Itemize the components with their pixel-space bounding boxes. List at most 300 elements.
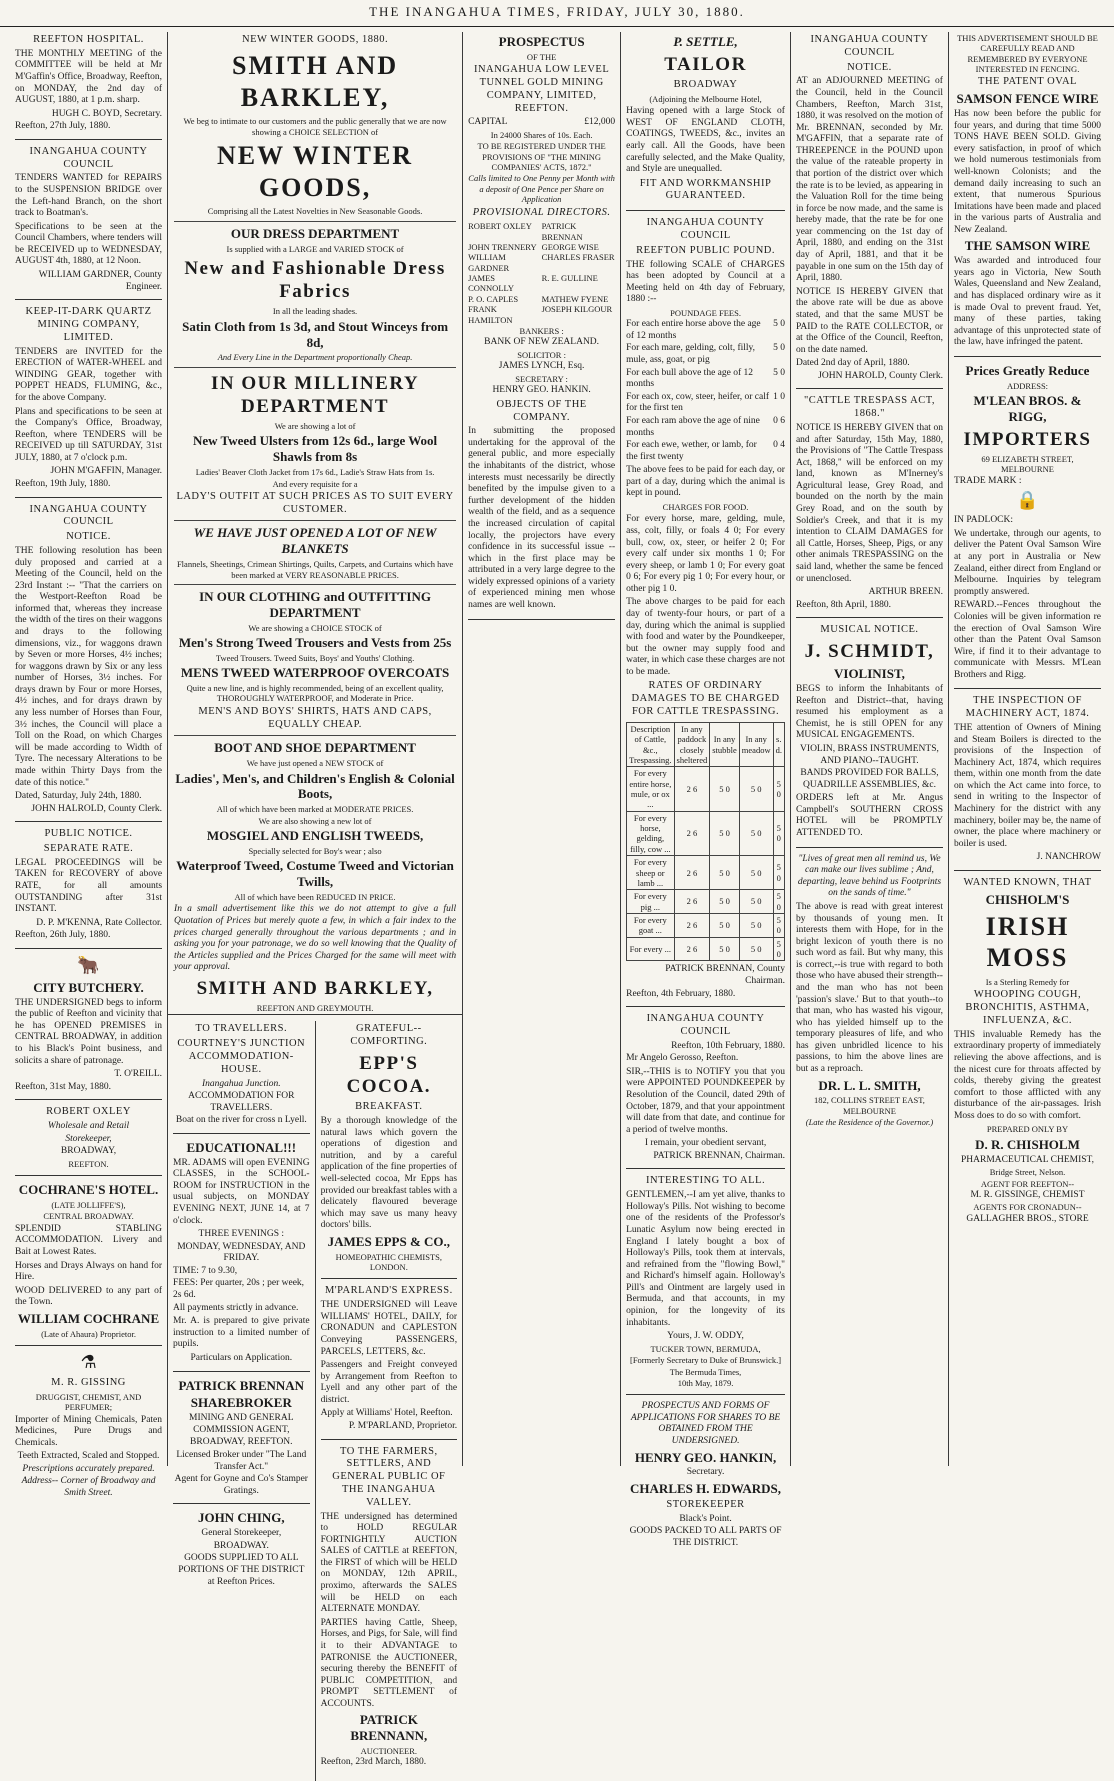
column-2 <box>168 1021 316 1781</box>
ad-council-rate <box>796 34 943 389</box>
ad-body: Mr. A. is prepared to give private instruction to a limited number of pupils. <box>173 1316 310 1350</box>
ad-address: (Late the Residence of the Governor.) <box>805 1117 934 1128</box>
ad-body: We undertake, through our agents, to deliver the Patent Oval Samson Wire at any port in Australia or New Zealand, either direct from England or Melbourne. Inquiries by telegram promptly answered. <box>953 528 1102 597</box>
table-cell: 2 6 <box>674 890 710 914</box>
ad-title: TO THE FARMERS, SETTLERS, AND GENERAL PUBLIC OF THE INANGAHUA VALLEY. <box>332 1445 446 1508</box>
calls: Calls limited to One Penny per Month with a deposit of One Pence per Share on Application <box>468 173 615 205</box>
fee-price: 0 6 <box>773 415 785 426</box>
ad-farmers <box>321 1446 458 1775</box>
ad-body: WOOD DELIVERED to any part of the Town. <box>15 1285 163 1308</box>
capital-label: CAPITAL <box>468 117 508 128</box>
fees-title: POUNDAGE FEES. <box>670 307 741 318</box>
ad-close: I remain, your obedient servant, <box>644 1138 767 1149</box>
ad-body: Plans and specifications to be seen at the Company's Office, Broadway, Reefton, where TENDERS will be RECEIVED up till SATURDAY, 31st JULY, 1880, at 7 o'clock p.m. <box>15 406 163 463</box>
ad-address-title: ADDRESS: <box>1006 380 1049 391</box>
ad-name: CHISHOLM'S <box>985 891 1070 907</box>
ad-title: GRATEFUL--COMFORTING. <box>350 1023 428 1048</box>
director-name: JOHN TRENNERY <box>468 242 537 253</box>
ad-subtitle: BREAKFAST. <box>355 1101 423 1113</box>
table-cell: 5 0 <box>739 890 773 914</box>
ad-smith-barkley <box>168 32 462 1015</box>
ad-settle-tailor <box>626 34 785 211</box>
ad-subtitle: General Storekeeper, <box>201 1528 282 1539</box>
ad-trade: TAILOR <box>664 53 747 75</box>
ad-body: THE MONTHLY MEETING of the COMMITTEE will be held at Mr M'Gaffin's Office, Broadway, Reefton, on MONDAY, the 2nd day of AUGUST, 1880, at 1 p.m. sharp. <box>15 48 163 106</box>
table-cell: 5 0 <box>773 856 784 890</box>
ad-title: PROSPECTUS <box>498 34 585 49</box>
fee-item: For each entire horse above the age of 12 months <box>626 319 761 341</box>
ad-body: TENDERS WANTED for REPAIRS to the SUSPENSION BRIDGE over the Left-hand Branch, on the short track to Boatman's. <box>15 173 163 219</box>
ad-subtitle: COURTNEY'S JUNCTION ACCOMMODATION-HOUSE. <box>177 1038 306 1075</box>
table-cell: For every ... <box>627 937 674 961</box>
divider <box>174 735 456 736</box>
ad-prospectus-forms <box>626 1401 785 1555</box>
ad-patent: THE PATENT OVAL <box>978 76 1077 88</box>
ad-subtitle: DRUGGIST, CHEMIST, AND PERFUMER; <box>35 1391 142 1413</box>
table-cell: 5 0 <box>710 913 740 937</box>
ad-wanted: WANTED KNOWN, THAT <box>963 876 1092 888</box>
solicitor: JAMES LYNCH, Esq. <box>498 361 585 372</box>
ad-signature: HOMEOPATHIC CHEMISTS, LONDON. <box>335 1251 443 1273</box>
ad-signature: JAMES EPPS & CO., <box>327 1233 451 1249</box>
ad-line: MONDAY, WEDNESDAY, AND FRIDAY. <box>177 1241 306 1264</box>
ad-line: GOODS SUPPLIED TO ALL PORTIONS OF THE DISTRICT <box>178 1553 305 1575</box>
ad-name: EPP'S COCOA. <box>346 1052 432 1098</box>
ad-signature: WILLIAM GARDNER, County Engineer. <box>38 270 163 292</box>
table-cell: For every horse, gelding, filly, cow ... <box>627 811 674 855</box>
rates-title: RATES OF ORDINARY DAMAGES TO BE CHARGED FOR CATTLE TRESPASSING. <box>631 680 780 718</box>
ad-subtitle: NOTICE. <box>66 531 111 543</box>
ad-signature: PATRICK BRENNAN, Chairman. <box>653 1150 785 1161</box>
ad-line: BROADWAY. <box>213 1540 269 1551</box>
ad-body: GENTLEMEN,--I am yet alive, thanks to Holloway's Pills. Not wishing to become one of the residents of the Professor's Lunatic Asylum now being erected in England I lately bought a box of Holloway's Pills, took them at intervals, and refrained from the "flowing Bowl," and Richard's himself again. Holloway's Pill's and Ointment are largely used in Bermuda, and that accounts, in my opinion, for the longevity of its inhabitants. <box>626 1190 785 1328</box>
fee-item: For each ox, cow, steer, heifer, or calf for the first ten <box>626 391 770 414</box>
secretary-title: SECRETARY : <box>515 373 568 384</box>
column-2-3 <box>168 32 463 1768</box>
ad-subtitle: NOTICE. <box>847 61 892 73</box>
table-cell: 2 6 <box>674 913 710 937</box>
ad-hospital <box>15 34 162 140</box>
table-header-row <box>627 722 785 766</box>
ad-line: Tweed Trousers. Tweed Suits, Boys' and Youths' Clothing. <box>215 652 415 663</box>
table-cell: 5 0 <box>710 890 740 914</box>
table-cell: 5 0 <box>773 767 784 811</box>
fee-price: 1 0 <box>773 391 785 402</box>
ad-cattle-trespass <box>796 395 943 618</box>
ad-signature: JOHN M'GAFFIN, Manager. <box>50 466 163 477</box>
table-header-cell: Description of Cattle, &c., Trespassing. <box>627 722 674 766</box>
ad-title: Prices Greatly Reduce <box>965 362 1090 378</box>
table-row <box>627 937 785 961</box>
ad-body: THE UNDERSIGNED begs to inform the public of Reefton and vicinity that he has OPENED PREMISES in CENTRAL BROADWAY, in addition to his Black's Point business, and solicits a share of patronage. <box>15 997 163 1066</box>
ad-section-sub: Flannels, Sheetings, Crimean Shirtings, Quilts, Carpets, and Curtains which have been marked at VERY REASONABLE PRICES. <box>176 559 454 580</box>
ad-prospectus <box>468 34 615 620</box>
shares: In 24000 Shares of 10s. Each. <box>490 129 593 140</box>
ad-line: FIT AND WORKMANSHIP GUARANTEED. <box>639 177 772 202</box>
ad-name: CHARLES H. EDWARDS, <box>630 1480 782 1496</box>
ad-signature: JOHN HALROLD, County Clerk. <box>31 803 163 814</box>
table-cell: 5 0 <box>773 937 784 961</box>
ad-section-banner: New and Fashionable Dress Fabrics <box>184 257 446 303</box>
ad-role: IMPORTERS <box>963 428 1092 450</box>
ad-place: BROADWAY <box>673 79 738 91</box>
table-cell: 5 0 <box>739 856 773 890</box>
ad-section-sub: We are showing a lot of <box>274 421 356 432</box>
ad-ailments: WHOOPING COUGH, BRONCHITIS, ASTHMA, INFLUENZA, &C. <box>965 989 1090 1026</box>
lower-columns-2-3 <box>168 1021 462 1781</box>
director-name: R. E. GULLINE <box>541 273 598 284</box>
ad-line: Ladies', Men's, and Children's English & Colonial Boots, <box>175 770 455 802</box>
ad-body: Apply at Williams' Hotel, Reefton. <box>320 1408 453 1419</box>
fee-item: For each ram above the age of nine months <box>626 415 760 438</box>
ad-signature: TUCKER TOWN, BERMUDA, <box>650 1343 761 1354</box>
ad-council-tolls <box>15 504 162 823</box>
ad-body: REWARD.--Fences throughout the Colonies will be given information re the erection of Oval Samson Wire other than the Patent Oval Samson Wire, if find it to their advantage to communicate with Messrs. M'Lean Brothers and Rigg. <box>953 600 1102 680</box>
director-name: PATRICK BRENNAN <box>541 221 583 242</box>
column-4 <box>621 32 791 1548</box>
padlock-trademark-icon: 🔒 <box>1016 490 1039 511</box>
ad-section-sub: In all the leading shades. <box>272 306 358 317</box>
ad-body: Specifications to be seen at the Council Chambers, where tenders will be RECEIVED up to WEDNESDAY, AUGUST 4th, 1880, at 12 Noon. <box>15 221 163 267</box>
ad-line: at Reefton Prices. <box>207 1577 275 1588</box>
director-name: CHARLES FRASER <box>541 252 615 263</box>
ad-line: Storekeeper, <box>65 1133 112 1144</box>
ad-signature: REEFTON AND GREYMOUTH. <box>256 1002 374 1013</box>
ad-firm: M'LEAN BROS. & RIGG, <box>973 393 1082 425</box>
ad-closing: In a small advertisement like this we do not attempt to give a full Quotation of Prices but merely quote a few, in which a fair index to the prices charged generally throughout the various departments ; and in asking you for your patronage, we do so well knowing that the Quality of the Articles supplied and the Prices Charged for the same will meet with your approval. <box>174 904 457 973</box>
table-cell: 2 6 <box>674 811 710 855</box>
ad-line: Satin Cloth from 1s 3d, and Stout Winceys from 8d, <box>182 318 449 350</box>
table-body <box>627 767 785 961</box>
ad-date: Reefton, 8th April, 1880. <box>795 599 891 610</box>
ad-body: Importer of Mining Chemicals, Paten Medicines, Pure Drugs and Chemicals. <box>15 1414 163 1448</box>
company-name: INANGAHUA LOW LEVEL TUNNEL GOLD MINING COMPANY, LIMITED, REEFTON. <box>473 64 610 114</box>
ad-body: For every horse, mare, gelding, mule, ass, colt, filly, or foals 4 0; For every bull, cow, ox, steer, or heifer 2 0; For every calf under six months 1 0; For every sheep, or lamb 1 0; For every goat 0 6; For every pig 1 0; For every hour, or other pig 1 0. <box>626 514 785 594</box>
ad-line: Waterproof Tweed, Costume Tweed and Victorian Twills, <box>176 858 454 890</box>
ad-line: Particulars on Application. <box>190 1352 293 1363</box>
ad-name: HENRY GEO. HANKIN, <box>634 1449 777 1465</box>
bankers: BANK OF NEW ZEALAND. <box>484 337 600 348</box>
ad-line: All of which have been REDUCED IN PRICE. <box>234 891 396 902</box>
ad-date: Reefton, 26th July, 1880. <box>15 930 111 941</box>
table-row <box>627 913 785 937</box>
ad-title: "CATTLE TRESPASS ACT, 1868." <box>803 395 935 420</box>
ad-body: LEGAL PROCEEDINGS will be TAKEN for RECOVERY of above RATE, for all amounts OUTSTANDING after 31st INSTANT. <box>15 857 163 915</box>
fee-price: 0 4 <box>773 440 785 451</box>
table-cell: 2 6 <box>674 937 710 961</box>
ad-title: SAMSON FENCE WIRE <box>956 91 1099 107</box>
ad-date: Dated 2nd day of April, 1880. <box>795 358 910 369</box>
ad-signature: HUGH C. BOYD, Secretary. <box>51 108 163 119</box>
registered: TO BE REGISTERED UNDER THE PROVISIONS OF "THE MINING COMPANIES' ACTS, 1872." <box>477 141 606 173</box>
ad-verse: "Lives of great men all remind us, We can make our lives sublime ; And, departing, leave behind us Footprints on the sands of time." <box>797 853 942 899</box>
ad-name: J. SCHMIDT, <box>804 641 935 663</box>
ad-date: Reefton, 23rd March, 1880. <box>320 1757 427 1768</box>
ad-title: M. R. GISSING <box>51 1377 126 1388</box>
mortar-pestle-icon: ⚗ <box>80 1352 97 1373</box>
ad-oxley <box>15 1106 162 1176</box>
masthead-title: THE INANGAHUA TIMES, FRIDAY, JULY 30, 1880. <box>369 4 745 19</box>
ad-title: THE INSPECTION OF MACHINERY ACT, 1874. <box>965 695 1090 720</box>
ad-body: THE following SCALE of CHARGES has been adopted by Council at a Meeting held on 4th day of February, 1880 :-- <box>626 259 785 305</box>
ad-chemist-address: Bridge Street, Nelson. <box>989 1167 1066 1178</box>
ad-line: BANDS PROVIDED FOR BALLS, QUADRILLE ASSEMBLIES, &c. <box>800 768 939 790</box>
table-cell: For every goat ... <box>627 913 674 937</box>
ad-address: 182, COLLINS STREET EAST, MELBOURNE <box>814 1095 925 1116</box>
table-cell: 5 0 <box>739 937 773 961</box>
fee-row <box>626 392 785 415</box>
fee-price: 5 0 <box>773 367 785 378</box>
director-name: FRANK HAMILTON <box>468 304 513 325</box>
ad-educational <box>173 1140 310 1372</box>
ad-line: Ladies' Beaver Cloth Jacket from 17s 6d., Ladie's Straw Hats from 1s. <box>195 467 435 478</box>
ad-title: M'PARLAND'S EXPRESS. <box>324 1285 453 1297</box>
ad-line: Wholesale and Retail <box>47 1121 130 1132</box>
table-cell: 5 0 <box>773 913 784 937</box>
director-name: GEORGE WISE <box>541 242 599 253</box>
ad-line: And Every Line in the Department proportionally Cheap. <box>217 352 413 363</box>
ad-section-sub: Is supplied with a LARGE and VARIED STOCK of <box>226 243 404 254</box>
fee-price: 5 0 <box>773 343 785 354</box>
ad-body: THE attention of Owners of Mining and Steam Boilers is directed to the provisions of the Inspection of Machinery Act, 1874, which requires them, within one month from the date on which the Act came into force, to send in writing to the Inspector of Machinery for the district with any machinery, boiler may be, the name of owner, the place where machinery or boiler is used. <box>953 722 1102 849</box>
table-cell: 5 0 <box>710 811 740 855</box>
director-name: JOSEPH KILGOUR <box>541 304 613 315</box>
ad-date: Reefton, 31st May, 1880. <box>15 1081 111 1092</box>
ad-firm-name: SMITH AND BARKLEY, <box>232 50 399 112</box>
ad-signature: D. P. M'KENNA, Rate Collector. <box>36 917 163 928</box>
ad-subtitle: (Adjoining the Melbourne Hotel, <box>649 93 762 104</box>
ad-body: Having opened with a large Stock of WEST OF ENGLAND CLOTH, COATINGS, TWEEDS, &c., invites an early call. All the Goods, have been carefully selected, and the Make Quality, and Style are unequalled. <box>626 106 785 175</box>
ad-section-title: WE HAVE JUST OPENED A LOT OF NEW BLANKETS <box>193 525 437 557</box>
ad-body: Prescriptions accurately prepared. <box>22 1463 155 1474</box>
ad-line: VIOLIN, BRASS INSTRUMENTS, AND PIANO--TAUGHT. <box>800 743 939 766</box>
objects-body: In submitting the proposed undertaking for the approval of the general public, and more especially the inhabitants of the district, whose interests must necessarily be directly benefited by the impulse given to a further development of the hidden wealth of the field, and as a sequence the increased circulation of capital locally, the projectors have every confidence in its successful issue -- which in the first place may be attributed in a very large degree to the widely expressed opinions of a variety of experienced mining men whose names are well known. <box>468 426 616 610</box>
ad-quartz-company <box>15 306 162 497</box>
ad-line: Boat on the river for cross n Lyell. <box>175 1115 307 1126</box>
ad-title: INTERESTING TO ALL. <box>646 1175 766 1187</box>
ad-gissing <box>15 1352 162 1506</box>
ad-body: THE UNDERSIGNED will Leave WILLIAMS' HOTEL, DAILY, for CRONADUN and CAPLESTON Conveying PASSENGERS, PARCELS, LETTERS, &c. <box>320 1300 458 1357</box>
ad-signature: PATRICK BRENNANN, <box>350 1712 428 1744</box>
ad-agent-name: GALLAGHER BROS., STORE <box>966 1213 1089 1224</box>
ad-subtitle: Is a Sterling Remedy for <box>985 977 1070 988</box>
ad-line: TIME: 7 to 9.30, <box>173 1265 238 1276</box>
table-cell: 2 6 <box>674 767 710 811</box>
table-header-cell: In any meadow <box>739 722 773 766</box>
column-3 <box>463 32 621 1466</box>
ad-line: Men's Strong Tweed Trousers and Vests from 25s <box>178 635 452 650</box>
fees-list <box>626 319 785 463</box>
ad-agent-title: AGENTS FOR CRONADUN-- <box>973 1202 1082 1213</box>
ad-date: Reefton, 4th February, 1880. <box>626 988 736 999</box>
ad-line: ACCOMMODATION FOR TRAVELLERS. <box>188 1091 295 1113</box>
ad-title: PUBLIC NOTICE. <box>44 828 133 840</box>
ad-line: All of which have been marked at MODERATE PRICES. <box>216 804 414 815</box>
ad-body: PARTIES having Cattle, Sheep, Horses, and Pigs, for Sale, will find it to their ADVANTAGE to PATRONISE the AUCTIONEER, securing thereby the BENEFIT of PUBLIC COMPETITION, and PROMPT SETTLEMENT of ACCOUNTS. <box>320 1617 458 1709</box>
ad-line: GOODS PACKED TO ALL PARTS OF THE DISTRICT. <box>629 1526 782 1548</box>
ad-line: BROADWAY, REEFTON. <box>190 1437 293 1448</box>
ad-place: Black's Point. <box>679 1513 732 1524</box>
ad-signature: PATRICK BRENNAN, County Chairman. <box>665 964 785 986</box>
ad-title: INANGAHUA COUNTY COUNCIL <box>646 217 765 242</box>
ad-body: Was awarded and introduced four years ago in Victoria, New South Wales, Queensland and New Zealand, and has displaced ordinary wire as it is made Oval to prevent fraud. Yet, many of these parties, taking advantage of this unprotected state of the law, have infringed the patent. <box>953 256 1102 348</box>
ad-musical <box>796 624 943 847</box>
ad-body: AT an ADJOURNED MEETING of the Council, held in the Council Chambers, Reefton, March 31st, 1880, it was resolved on the motion of Mr. BRENNAN, seconded by Mr. M'GAFFIN, that a separate rate of THREEPENCE in the POUND upon the value of the rateable property in that portion of the district over which the rate is to be levied, as appearing in the Valuation Roll for the time being in force be now made, and the same is hereby made, that the rate be for one year commencing on the 1st day of April, 1880, and ending on the 31st day of April, 1881, and that it be payable in one sum on the 15th day of April, 1880. <box>795 76 943 284</box>
ad-title: INANGAHUA COUNTY COUNCIL <box>810 34 929 58</box>
fee-item: For each ewe, wether, or lamb, for the first twenty <box>626 440 757 462</box>
ad-council-bridge <box>15 146 162 300</box>
ad-date: Dated, Saturday, July 24th, 1880. <box>15 791 142 802</box>
ad-to: Mr Angelo Gerosso, Reefton. <box>626 1053 739 1064</box>
ad-cochrane-hotel <box>15 1182 162 1346</box>
padlock-label: IN PADLOCK: <box>953 515 1014 526</box>
divider <box>174 367 456 368</box>
ad-date: Reefton, 10th February, 1880. <box>671 1040 785 1051</box>
ad-title: JOHN CHING, <box>197 1510 285 1526</box>
ad-subtitle: SEPARATE RATE. <box>43 843 134 855</box>
table-cell: 5 0 <box>710 856 740 890</box>
ad-signature: [Formerly Secretary to Duke of Brunswick.] <box>630 1355 782 1366</box>
ad-date: Reefton, 19th July, 1880. <box>15 478 111 489</box>
column-6 <box>949 32 1106 1466</box>
ad-line: THREE EVENINGS : <box>198 1229 285 1240</box>
table-cell: 5 0 <box>710 937 740 961</box>
ad-banner: NEW WINTER GOODS, <box>217 140 414 202</box>
ad-travellers <box>173 1023 310 1134</box>
ad-line: Licensed Broker under "The Land Transfer Act." <box>176 1449 307 1472</box>
ad-chemist: D. R. CHISHOLM <box>975 1136 1080 1152</box>
ad-title: P. SETTLE, <box>673 34 738 49</box>
ad-title: EDUCATIONAL!!! <box>186 1139 297 1155</box>
ad-line: Inangahua Junction. <box>201 1078 281 1089</box>
director-name: WILLIAM GARDNER <box>468 252 510 273</box>
fee-row <box>626 416 785 439</box>
food-title: CHARGES FOR FOOD. <box>662 501 749 512</box>
ad-signature: DR. L. L. SMITH, <box>818 1077 921 1093</box>
ad-address: 69 ELIZABETH STREET, MELBOURNE <box>981 454 1074 475</box>
ad-line: Specially selected for Boy's wear ; also <box>248 845 382 856</box>
ad-body: By a thorough knowledge of the natural laws which govern the operations of digestion and nutrition, and by a careful application of the fine properties of well-selected cocoa, Mr Epps has provided our breakfast tables with a delicately flavoured beverage which may save us many heavy doctors' bills. <box>320 1116 458 1231</box>
director-name: P. O. CAPLES <box>468 293 519 304</box>
ad-line: We are also showing a new lot of <box>258 815 372 826</box>
capital-value: £12,000 <box>584 117 616 128</box>
table-header-cell: In any stubble <box>710 722 740 766</box>
trade-mark: TRADE MARK : <box>953 475 1022 486</box>
ad-title: REEFTON HOSPITAL. <box>33 34 144 45</box>
ad-body: THE following resolution has been duly proposed and carried at a Meeting of the Council, held on the 23rd Instant :-- "That the carriers on the Westport-Reefton Road be informed that, whereas they increase the width of the tires on their waggons and drays to the following dimensions, viz., for waggons drawn by Seven or more Horses, 4½ inches; for waggons drawn by Six or any less number of Horses, 3½ inches. For drays drawn by Four or more Horses, 4½ inches, and for drays drawn by any less number of Horses than Four, 3½ inches, the Council will place a Toll on the Road, on which Charges will be made according to Width of Tyre. The necessary Alterations to be made within Thirty Days from the date of this notice." <box>15 545 163 788</box>
ad-epps-cocoa <box>321 1023 458 1279</box>
ad-head: THIS ADVERTISEMENT SHOULD BE CAREFULLY READ AND REMEMBERED BY EVERYONE INTERESTED IN FENCING. <box>957 33 1098 75</box>
ad-title: THE SAMSON WIRE <box>964 238 1091 254</box>
ad-line: MENS TWEED WATERPROOF OVERCOATS <box>180 665 450 681</box>
table-row <box>627 856 785 890</box>
table-cell: 5 0 <box>773 811 784 855</box>
table-cell: 5 0 <box>739 811 773 855</box>
ad-section-sub: We are showing a CHOICE STOCK of <box>248 622 382 633</box>
ad-date: 10th May, 1879. <box>677 1377 734 1388</box>
table-header-cell: s. d. <box>773 722 784 766</box>
ad-signature: WILLIAM COCHRANE <box>17 1310 160 1326</box>
ad-line: And every requisite for a <box>272 478 358 489</box>
ad-section-sub: We have just opened a NEW STOCK of <box>246 758 384 769</box>
ad-lives <box>796 854 943 1134</box>
ad-signature: P. M'PARLAND, Proprietor. <box>348 1421 458 1432</box>
ad-body: NOTICE IS HEREBY GIVEN that on and after Saturday, 15th May, 1880, the Provisions of "The Cattle Trespass Act, 1868," will be enforced on my land, known as M'Inerney's Agricultural lease, Grey Road, and bounded on the north by the main Grey Road, and on the south by Soldier's Creek, and that it is my intention to CLAIM DAMAGES for all Cattle, Horses, Sheep, Pigs, or any other animals TRESPASSING on the said land, whether the same be fenced or unenclosed. <box>795 423 943 584</box>
ad-title: MUSICAL NOTICE. <box>820 624 919 636</box>
solicitor-title: SOLICITOR : <box>517 349 566 360</box>
directors-title: PROVISIONAL DIRECTORS. <box>472 206 611 218</box>
ad-title: IRISH MOSS <box>985 911 1070 973</box>
ad-line: All payments strictly in advance. <box>173 1302 299 1313</box>
ad-public-pound <box>626 217 785 1007</box>
ad-body: MR. ADAMS will open EVENING CLASSES, in the SCHOOL-ROOM for INSTRUCTION in the usual subjects, on MONDAY EVENING NEXT, JUNE 14, at 7 o'clock. <box>173 1157 310 1226</box>
ox-icon: 🐂 <box>77 954 100 975</box>
ad-line: MINING AND GENERAL COMMISSION AGENT, <box>189 1413 294 1435</box>
ad-body: ORDERS left at Mr. Angus Campbell's SOUTHERN CROSS HOTEL will be PROMPTLY ATTENDED TO. <box>795 793 943 839</box>
ad-public-notice <box>15 828 162 949</box>
ad-body: TENDERS are INVITED for the ERECTION of WATER-WHEEL and WINDING GEAR, together with POPPET HEADS, FLUMING, &c., for the above Company. <box>15 346 163 403</box>
table-cell: For every entire horse, mule, or ox ... <box>627 767 674 811</box>
column-5 <box>791 32 949 1466</box>
fee-row <box>626 440 785 463</box>
ad-role: STOREKEEPER <box>666 1498 745 1510</box>
ad-line: FEES: Per quarter, 20s ; per week, 2s 6d. <box>173 1278 305 1301</box>
ad-body: Horses and Drays Always on hand for Hire. <box>15 1260 163 1283</box>
ad-body: Passengers and Freight conveyed by Arrangement from Reefton to Lyell and any other part of the district. <box>320 1360 458 1405</box>
ad-samson-wire <box>954 33 1101 357</box>
ad-line: New Tweed Ulsters from 12s 6d., large Wool Shawls from 8s <box>192 433 438 465</box>
ad-subtitle: REEFTON PUBLIC POUND. <box>636 244 776 256</box>
ad-body: THIS invaluable Remedy has the extraordinary property of immediately relieving the above affections, and is the nicest cure for throats affected by colds, thereby giving the greatest comfort to those afflicted with any disturbance of the air-passages. Irish Moss does to do so with comfort. <box>953 1029 1102 1121</box>
column-3-lower <box>316 1021 463 1781</box>
ad-section-title: IN OUR CLOTHING and OUTFITTING DEPARTMENT <box>199 588 431 620</box>
ad-banner-sub: Comprising all the Latest Novelties in New Seasonable Goods. <box>207 206 423 217</box>
masthead <box>0 0 1114 27</box>
ad-john-ching <box>173 1510 310 1595</box>
ad-agent-title: AGENT FOR REEFTON-- <box>980 1178 1075 1189</box>
ad-section-title: BOOT AND SHOE DEPARTMENT <box>214 740 416 756</box>
ad-line: MOSGIEL AND ENGLISH TWEEDS, <box>206 828 424 844</box>
ad-body: SPLENDID STABLING ACCOMMODATION. Livery and Bait at Lowest Rates. <box>15 1223 163 1257</box>
ad-butchery <box>15 955 162 1100</box>
ad-subtitle: CENTRAL BROADWAY. <box>43 1211 134 1222</box>
damages-table <box>626 722 785 962</box>
capital-row <box>468 117 615 129</box>
ad-mclean-bros <box>954 363 1101 689</box>
ad-signature: J. NANCHROW <box>1036 852 1102 863</box>
ad-signature: T. O'REILL. <box>114 1069 163 1080</box>
director-name: MATHEW FYENE <box>541 293 609 304</box>
ad-section-title: IN OUR MILLINERY DEPARTMENT <box>211 372 420 417</box>
ad-signature: JOHN HAROLD, County Clerk. <box>818 370 943 381</box>
divider <box>174 584 456 585</box>
ad-body: THE undersigned has determined to HOLD REGULAR FORTNIGHTLY AUCTION SALES of CATTLE at REEFTON, the FIRST of which will be HELD on MONDAY, 12th APRIL, proximo, afterwards the SALES will be HELD on each ALTERNATE MONDAY. <box>320 1511 458 1615</box>
ad-body: NOTICE IS HEREBY GIVEN that the above rate will be due as above stated, and that the same MUST be PAID to the RATE COLLECTOR, or at the Office of the Council, Reefton, on the date named. <box>795 286 943 355</box>
ad-body: The above fees to be paid for each day, or part of a day, during which the animal is kept in pound. <box>626 465 785 499</box>
ad-signature: SMITH AND BARKLEY, <box>196 977 434 999</box>
divider <box>174 221 456 222</box>
ad-subtitle: (LATE JOLLIFFE'S), <box>51 1200 126 1211</box>
ad-mparland-express <box>321 1285 458 1439</box>
table-header-cell: In any paddock closely sheltered <box>674 722 710 766</box>
objects-title: OBJECTS OF THE COMPANY. <box>496 398 587 423</box>
ad-body: The above charges to be paid for each day of twenty-four hours, or part of a day, during which the animal is supplied with food and water by the Poundkeeper, but the owner may supply food and water, in which case these charges are not to be made. <box>626 597 785 677</box>
ad-irish-moss <box>954 877 1101 1232</box>
ad-title: COCHRANE'S HOTEL. <box>18 1182 159 1198</box>
ad-signature: AUCTIONEER. <box>360 1746 418 1757</box>
secretary: HENRY GEO. HANKIN. <box>492 385 591 396</box>
ad-title: INANGAHUA COUNTY COUNCIL <box>29 145 148 170</box>
